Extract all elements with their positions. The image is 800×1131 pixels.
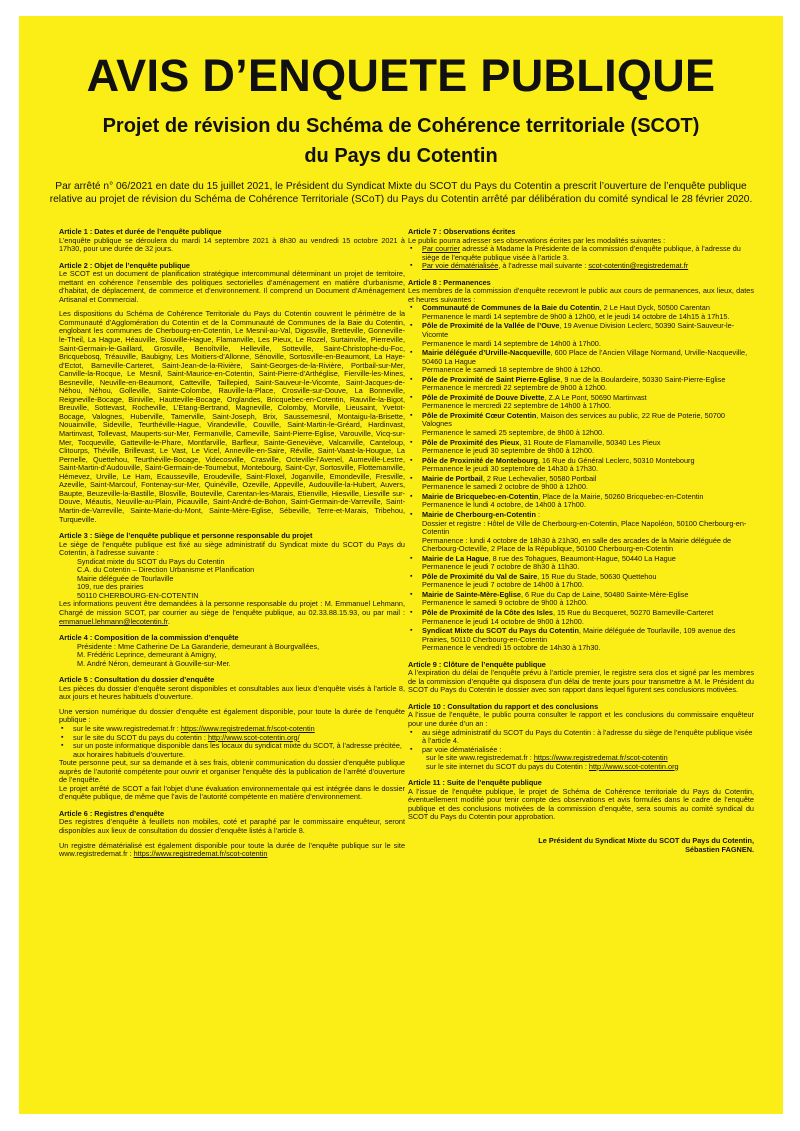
permanence-schedule: Permanence le samedi 18 septembre de 9h00 à 12h00.: [422, 365, 603, 375]
permanence-location: Mairie de Cherbourg-en-Cotentin: [422, 509, 536, 519]
permanence-schedule: Permanence le jeudi 30 septembre de 9h00 à 12h00.: [422, 446, 595, 456]
electronic-label: Par voie dématérialisée: [422, 261, 499, 271]
permanence-schedule: Permanence le samedi 9 octobre de 9h00 à 12h00.: [422, 598, 588, 608]
permanence-location: Pôle de Proximité de la Vallée de l’Ouve: [422, 321, 560, 331]
list-item: [408, 245, 754, 262]
permanence-address: , 600 Place de l’Ancien Village Normand, Urville-Nacqueville, 50460 La Hague: [422, 348, 748, 366]
permanence-schedule: Permanence le samedi 2 octobre de 9h00 à 12h00.: [422, 482, 588, 492]
permanence-item: [408, 511, 754, 554]
commission-members: [59, 643, 405, 669]
list-item: ▪ par voie dématérialisée :: [408, 746, 754, 755]
permanence-item: [408, 439, 754, 456]
observation-methods: [408, 245, 754, 271]
permanence-location: Communauté de Communes de la Baie du Cotentin: [422, 303, 600, 313]
permanence-schedule: Permanence le lundi 4 octobre, de 14h00 à 17h00.: [422, 500, 586, 510]
permanence-location: Mairie de Portbail: [422, 473, 483, 483]
article-10-title: Article 10 : Consultation du rapport et des conclusions: [408, 701, 599, 711]
item-text: , à l’adresse mail suivante :: [498, 261, 589, 271]
period: .: [167, 616, 170, 626]
permanence-schedule: Permanence le jeudi 14 octobre de 9h00 à 12h00.: [422, 616, 584, 626]
link-prefix: sur le site www.registredemat.fr :: [426, 753, 534, 763]
right-column: [408, 228, 754, 854]
item-text: adressé à Madame la Présidente de la commission d’enquête publique, à l’adresse du siège de l’enquête publique visée à l’article 3.: [422, 244, 741, 262]
permanence-item: [408, 609, 754, 626]
permanence-schedule: Permanence le jeudi 7 octobre de 8h30 à 11h30.: [422, 562, 580, 572]
article-10: [408, 703, 754, 771]
report-access-list: [408, 729, 754, 755]
article-6-p2: [59, 842, 405, 859]
subtitle-line-2: du Pays du Cotentin: [304, 145, 498, 167]
list-item: ▪ sur un poste informatique disponible dans les locaux du syndicat mixte du SCOT, à l’adresse précitée, aux horaires habituels d’ouverture.: [59, 742, 405, 759]
permanence-address: , Z.A Le Pont, 50690 Martinvast: [544, 392, 647, 402]
permanence-location: Pôle de Proximité de Montebourg: [422, 455, 538, 465]
article-3: [59, 532, 405, 626]
permanence-location: Mairie de Sainte-Mère-Eglise: [422, 589, 521, 599]
permanence-address: , 2 Rue Lechevalier, 50580 Portbail: [482, 473, 597, 483]
article-6-p1: Des registres d’enquête à feuillets non mobiles, coté et paraphé par le commissaire enquêteur, seront disponibles aux lieux de consultation du dossier d’enquête listés à l’article 8.: [59, 817, 405, 835]
article-6-title: Article 6 : Registres d’enquête: [59, 808, 165, 818]
list-item: [408, 262, 754, 271]
permanence-item: [408, 304, 754, 321]
observations-email-link[interactable]: scot-cotentin@registredemat.fr: [588, 261, 689, 271]
permanence-item: [408, 475, 754, 492]
permanence-location: Pôle de Proximité de Saint Pierre-Eglise: [422, 374, 561, 384]
permanence-item: [408, 493, 754, 510]
registry-link[interactable]: https://www.registredemat.fr/scot-cotentin: [133, 849, 268, 859]
permanence-list: [408, 304, 754, 652]
article-5-title: Article 5 : Consultation du dossier d’enquête: [59, 675, 215, 685]
article-3-p2: [59, 600, 405, 626]
signature: [408, 836, 754, 854]
article-1: [59, 228, 405, 254]
permanence-location: Pôle de Proximité du Val de Saire: [422, 571, 538, 581]
permanence-address: , 15 Rue du Becqueret, 50270 Barneville-Carteret: [553, 607, 714, 617]
article-7: [408, 228, 754, 271]
permanence-schedule: Permanence le mardi 14 septembre de 9h00 à 12h00, et le jeudi 14 octobre de 14h15 à 17h15.: [422, 311, 730, 321]
permanence-location: Pôle de Proximité Cœur Cotentin: [422, 410, 537, 420]
permanence-address: , 2 Le Haut Dyck, 50500 Carentan: [599, 303, 710, 313]
registredemat-report-link[interactable]: https://www.registredemat.fr/scot-cotentin: [533, 753, 668, 763]
permanence-item: [408, 394, 754, 411]
article-7-p1: Le public pourra adresser ses observations écrites par les modalités suivantes :: [408, 235, 666, 245]
article-8-p1: Les membres de la commission d’enquête recevront le public aux cours de permanences, aux lieux, dates et heures suivantes :: [408, 286, 754, 304]
commission-member: M. André Néron, demeurant à Gouville-sur-Mer.: [77, 658, 231, 668]
article-11: [408, 779, 754, 822]
left-column: [59, 228, 405, 867]
permanence-location: Mairie de Bricquebec-en-Cotentin: [422, 491, 539, 501]
by-mail-label: Par courrier: [422, 244, 461, 254]
address-line: 50110 CHERBOURG-EN-COTENTIN: [77, 590, 199, 600]
permanence-item: [408, 627, 754, 653]
article-8: [408, 279, 754, 653]
address-line: Mairie déléguée de Tourlaville: [77, 573, 174, 583]
address-line: Syndicat mixte du SCOT du Pays du Cotentin: [77, 556, 225, 566]
permanence-schedule: Permanence le mardi 14 septembre de 14h00 à 17h00.: [422, 338, 601, 348]
permanence-address: , 19 Avenue Division Leclerc, 50390 Saint-Sauveur-le-Vicomte: [422, 321, 735, 340]
permanence-location: Mairie déléguée d’Urville-Nacqueville: [422, 348, 551, 358]
item-text: sur le site www.registredemat.fr :: [73, 723, 181, 733]
item-text: sur le site du SCOT du pays du cotentin :: [73, 732, 208, 742]
permanence-location: Pôle de Proximité de Douve Divette: [422, 392, 545, 402]
intro-paragraph: Par arrêté n° 06/2021 en date du 15 juillet 2021, le Président du Syndicat Mixte du SCOT du Pays du Cotentin a prescrit l’ouverture de l’enquête publique relative au projet de révision du Schéma de Cohérence Territoriale (SCoT) du Pays du Cotentin arrêté par délibération du comité syndical le 28 février 2020.: [49, 181, 753, 205]
permanence-item: [408, 457, 754, 474]
permanence-address: , 31 Route de Flamanville, 50340 Les Pieux: [519, 437, 661, 447]
permanence-schedule: Dossier et registre : Hôtel de Ville de Cherbourg-en-Cotentin, Place Napoléon, 50100 Cherbourg-en-Cotentin Permanence : lundi 4 octobre de 18h30 à 21h30, en salle des arcades de la Mairie déléguée de Cherbourg-Octeville, 2 Place de la République, 50100 Cherbourg-en-Cotentin: [422, 518, 747, 554]
article-10-p1: A l’issue de l’enquête, le public pourra consulter le rapport et les conclusions du commissaire enquêteur pour une durée d’un an :: [408, 710, 754, 728]
article-5: [59, 676, 405, 802]
permanence-address: , Place de la Mairie, 50260 Bricquebec-en-Cotentin: [538, 491, 704, 501]
permanence-address: , 8 rue des Tohagues, Beaumont-Hague, 50440 La Hague: [488, 553, 676, 563]
permanence-address: , Mairie déléguée de Tourlaville, 109 avenue des Prairies, 50110 Cherbourg-en-Cotentin: [422, 626, 736, 644]
article-9-title: Article 9 : Clôture de l’enquête publique: [408, 659, 546, 669]
article-5-p1: Les pièces du dossier d’enquête seront disponibles et consultables aux lieux d’enquête visés à l’article 8, aux jours et heures habituels d’ouverture.: [59, 683, 405, 702]
scot-report-link[interactable]: http://www.scot-cotentin.org: [588, 761, 679, 771]
permanence-item: [408, 573, 754, 590]
article-1-text: L’enquête publique se déroulera du mardi 14 septembre 2021 à 8h30 au vendredi 15 octobre 2021 à 17h30, pour une durée de 32 jours.: [59, 235, 405, 254]
permanence-address: , 6 Rue du Cap de Laine, 50480 Sainte-Mère-Eglise: [520, 589, 689, 599]
permanence-item: [408, 412, 754, 438]
permanence-item: [408, 591, 754, 608]
article-2-p1: Le SCOT est un document de planification stratégique intercommunal déterminant un projet de territoire, mettant en cohérence l’ensemble des politiques sectorielles d’aménagement en matière d’urbanisme, d’habitat, de déplacement, de commerce et d’environnement. Il comprend un Document d’Aménagement Artisanal et Commercial.: [59, 269, 405, 304]
article-3-p1: Le siège de l’enquête publique est fixé au siège administratif du Syndicat mixte du SCOT du Pays du Cotentin, à l’adresse suivante :: [59, 539, 405, 558]
article-5-p4: Le projet arrêté de SCOT a fait l’objet d’une évaluation environnementale qui est intégrée dans le dossier d’enquête publique, de même que l’avis de l’autorité compétente en matière d’environnement.: [59, 783, 405, 802]
subtitle-line-1: Projet de révision du Schéma de Cohérence territoriale (SCOT): [102, 115, 700, 137]
link-prefix: sur le site internet du SCOT du pays du Cotentin :: [426, 761, 589, 771]
permanence-schedule: Permanence le vendredi 15 octobre de 14h30 à 17h30.: [422, 643, 601, 653]
article-2-communes: Les dispositions du Schéma de Cohérence Territoriale du Pays du Cotentin couvrent le périmètre de la Communauté d’Agglomération du Cotentin et de la Communauté de Communes de la Baie du Cotentin, englobant les communes de Cherbourg-en-Cotentin, Le Mesnil-au-Val, Digosville, Bretteville, Gonneville-le-Theil, La Hague, Héauville, Siouville-Hague, Flamanville, Les Pieux, Le Rozel, Surtainville, Pierreville, Saint-Germain-le-Gaillard, Grosville, Benoîtville, Helleville, Sotteville, Saint-Christophe-du-Foc, Bricquebosq, Tréauville, Baubigny, Les Moitiers-d’Allonne, Sénoville, Sortosville-en-Beaumont, La Haye-d’Ectot, Barneville-Carteret, Saint-Jean-de-la-Rivière, Saint-Georges-de-la-Rivière, Portbail-sur-Mer, Canville-la-Rocque, Le Mesnil, Saint-Maurice-en-Cotentin, Saint-Pierre-d’Arthéglise, Fierville-les-Mines, Besneville, Neuville-en-Beaumont, Catteville, Taillepied, Saint-Sauveur-le-Vicomte, Saint-Jacques-de-Néhou, Néhou, Golleville, Sainte-Colombe, Rauville-la-Place, Crosville-sur-Douve, La Bonneville, Reigneville-Bocage, Biniville, Hautteville-Bocage, Orglandes, Bricquebec-en-Cotentin, Rauville-la-Bigot, Breuville, Sottevast, Rocheville, L’Etang-Bertrand, Magneville, Colomby, Morville, Lieusaint, Yvetot-Bocage, Valognes, Huberville, Tamerville, Saint-Joseph, Brix, Saussemesnil, Montaigu-la-Brisette, Nouainville, Sideville, Teurthéville-Hague, Virandeville, Couville, Saint-Martin-le-Gréard, Hardinvast, Martinvast, Tollevast, Mauperts-sur-Mer, Fermanville, Carneville, Saint-Pierre-Eglise, Varouville, Vicq-sur-Mer, Tocqueville, Gatteville-le-Phare, Montfarville, Barfleur, Sainte-Geneviève, Valcanville, Canteloup, Clitourps, Théville, Brillevast, Le Vast, Le Vicel, Anneville-en-Saire, Réville, Saint-Vaast-la-Hougue, La Pernelle, Quettehou, Teurthéville-Bocage, Videcosville, Crasville, Octeville-l’Avenel, Aumeville-Lestre, Saint-Martin-d’Audouville, Saint-Germain-de-Tournebut, Montebourg, Saint-Cyr, Sortosville, Flottemanville, Hémevez, Urville, Le Ham, Ecausseville, Eroudeville, Saint-Floxel, Joganville, Emondeville, Fresville, Azeville, Saint-Marcouf, Fontenay-sur-Mer, Quinéville, Ozeville, Appeville, Audouville-la-Hubert, Auvers, Baupte, Beuzeville-la-Bastille, Blosville, Bouteville, Carentan-les-Marais, Etienville, Hiesville, Liesville sur-Douve, Méautis, Neuville-au-Plain, Picauville, Saint-André-de-Bohon, Saint-Germain-de-Varreville, Saint-Martin-de-Varreville, Sainte-Marie-du-Mont, Sainte-Mère-Eglise, Sébeville, Terre-et-Marais, Tribehou, Turqueville.: [59, 309, 405, 524]
article-1-title: Article 1 : Dates et durée de l’enquête publique: [59, 227, 222, 236]
notice-title: AVIS D’ENQUETE PUBLIQUE: [86, 50, 716, 101]
report-link-line: [426, 763, 754, 772]
article-9: [408, 661, 754, 695]
article-7-title: Article 7 : Observations écrites: [408, 227, 516, 236]
article-11-text: A l’issue de l’enquête publique, le projet de Schéma de Cohérence territoriale du Pays du Cotentin, éventuellement modifié pour tenir compte des observations et avis formulés dans le cadre de l’enquête publique et des conclusions motivées de la commission d’enquête, sera soumis au comité syndical du SCOT du Pays du Cotentin pour approbation.: [408, 786, 754, 822]
address-line: C.A. du Cotentin – Direction Urbanisme et Planification: [77, 565, 255, 575]
signature-line-1: Le Président du Syndicat Mixte du SCOT du Pays du Cotentin,: [538, 836, 754, 845]
article-3-title: Article 3 : Siège de l’enquête publique et personne responsable du projet: [59, 531, 313, 541]
article-2-title: Article 2 : Objet de l’enquête publique: [59, 260, 190, 270]
commission-member: M. Frédéric Leprince, demeurant à Amigny,: [77, 650, 217, 660]
address-line: 109, rue des prairies: [77, 582, 144, 592]
permanence-location: Pôle de Proximité des Pieux: [422, 437, 520, 447]
permanence-item: [408, 555, 754, 572]
permanence-item: [408, 376, 754, 393]
article-5-p3: Toute personne peut, sur sa demande et à ses frais, obtenir communication du dossier d’enquête publique auprès de l’autorité compétente pour ouvrir et organiser l’enquête dès la publication de l’arrêté d’ouverture de l’enquête.: [59, 758, 405, 785]
permanence-location: Pôle de Proximité de la Côte des Isles: [422, 607, 553, 617]
permanence-address: , 16 Rue du Général Leclerc, 50310 Montebourg: [537, 455, 695, 465]
permanence-address: :: [535, 509, 540, 519]
permanence-item: [408, 349, 754, 375]
article-6: [59, 810, 405, 859]
permanence-address: , Maison des services au public, 22 Rue de Poterie, 50700 Valognes: [422, 410, 725, 429]
article-2: [59, 262, 405, 524]
permanence-schedule: Permanence le jeudi 7 octobre de 14h00 à 17h00.: [422, 580, 584, 590]
permanence-address: , 15 Rue du Stade, 50630 Quettehou: [537, 571, 657, 581]
permanence-schedule: Permanence le samedi 25 septembre, de 9h00 à 12h00.: [422, 428, 605, 438]
article-6-p2-text: Un registre dématérialisé est également disponible pour toute la durée de l’enquête publique sur le site www.registredemat.fr :: [59, 840, 405, 859]
digital-access-list: [59, 725, 405, 759]
permanence-schedule: Permanence le mercredi 22 septembre de 14h00 à 17h00.: [422, 401, 612, 411]
notice-poster: [19, 16, 783, 1114]
article-4: [59, 634, 405, 668]
article-9-text: A l’expiration du délai de l’enquête prévu à l’article premier, le registre sera clos et signé par les membres de la commission d’enquête qui disposera d’un délai de trente jours pour transmettre à M. le Président du SCOT du Pays du Cotentin le dossier avec son rapport dans lequel figurent ses conclusions motivées.: [408, 668, 754, 695]
registredemat-link[interactable]: https://www.registredemat.fr/scot-cotentin: [180, 723, 315, 733]
permanence-schedule: Permanence le mercredi 22 septembre de 9h00 à 12h00.: [422, 383, 607, 393]
report-links: [408, 754, 754, 771]
notice-subtitle: [19, 111, 783, 171]
article-4-title: Article 4 : Composition de la commission d’enquête: [59, 633, 239, 643]
signature-line-2: Sébastien FAGNEN.: [685, 845, 754, 854]
article-11-title: Article 11 : Suite de l’enquête publique: [408, 778, 542, 788]
permanence-location: Syndicat Mixte du SCOT du Pays du Cotentin: [422, 626, 579, 636]
article-5-p2: Une version numérique du dossier d’enquête est également disponible, pour toute la durée de l’enquête publique :: [59, 706, 405, 725]
contact-email-link[interactable]: emmanuel.lehmann@lecotentin.fr: [59, 616, 168, 626]
permanence-schedule: Permanence le jeudi 30 septembre de 14h30 à 17h30.: [422, 464, 599, 474]
permanence-location: Mairie de La Hague: [422, 553, 489, 563]
article-8-title: Article 8 : Permanences: [408, 277, 491, 287]
permanence-address: , 9 rue de la Boulardeire, 50330 Saint-Pierre-Eglise: [560, 374, 726, 384]
scot-site-link[interactable]: http://www.scot-cotentin.org/: [207, 732, 300, 742]
permanence-item: [408, 322, 754, 348]
seat-address: [59, 558, 405, 601]
commission-member: Présidente : Mme Catherine De La Garanderie, demeurant à Bourgvallées,: [77, 641, 320, 651]
contact-text: Les informations peuvent être demandées à la personne responsable du projet : M. Emmanuel Lehmann, Chargé de mission SCOT, par courrier au siège de l’enquête publique, au 02.33.88.15.93, ou par mail :: [59, 599, 405, 617]
list-item: ▪ au siège administratif du SCOT du Pays du Cotentin : à l’adresse du siège de l’enquête publique visée à l’article 4.: [408, 729, 754, 746]
